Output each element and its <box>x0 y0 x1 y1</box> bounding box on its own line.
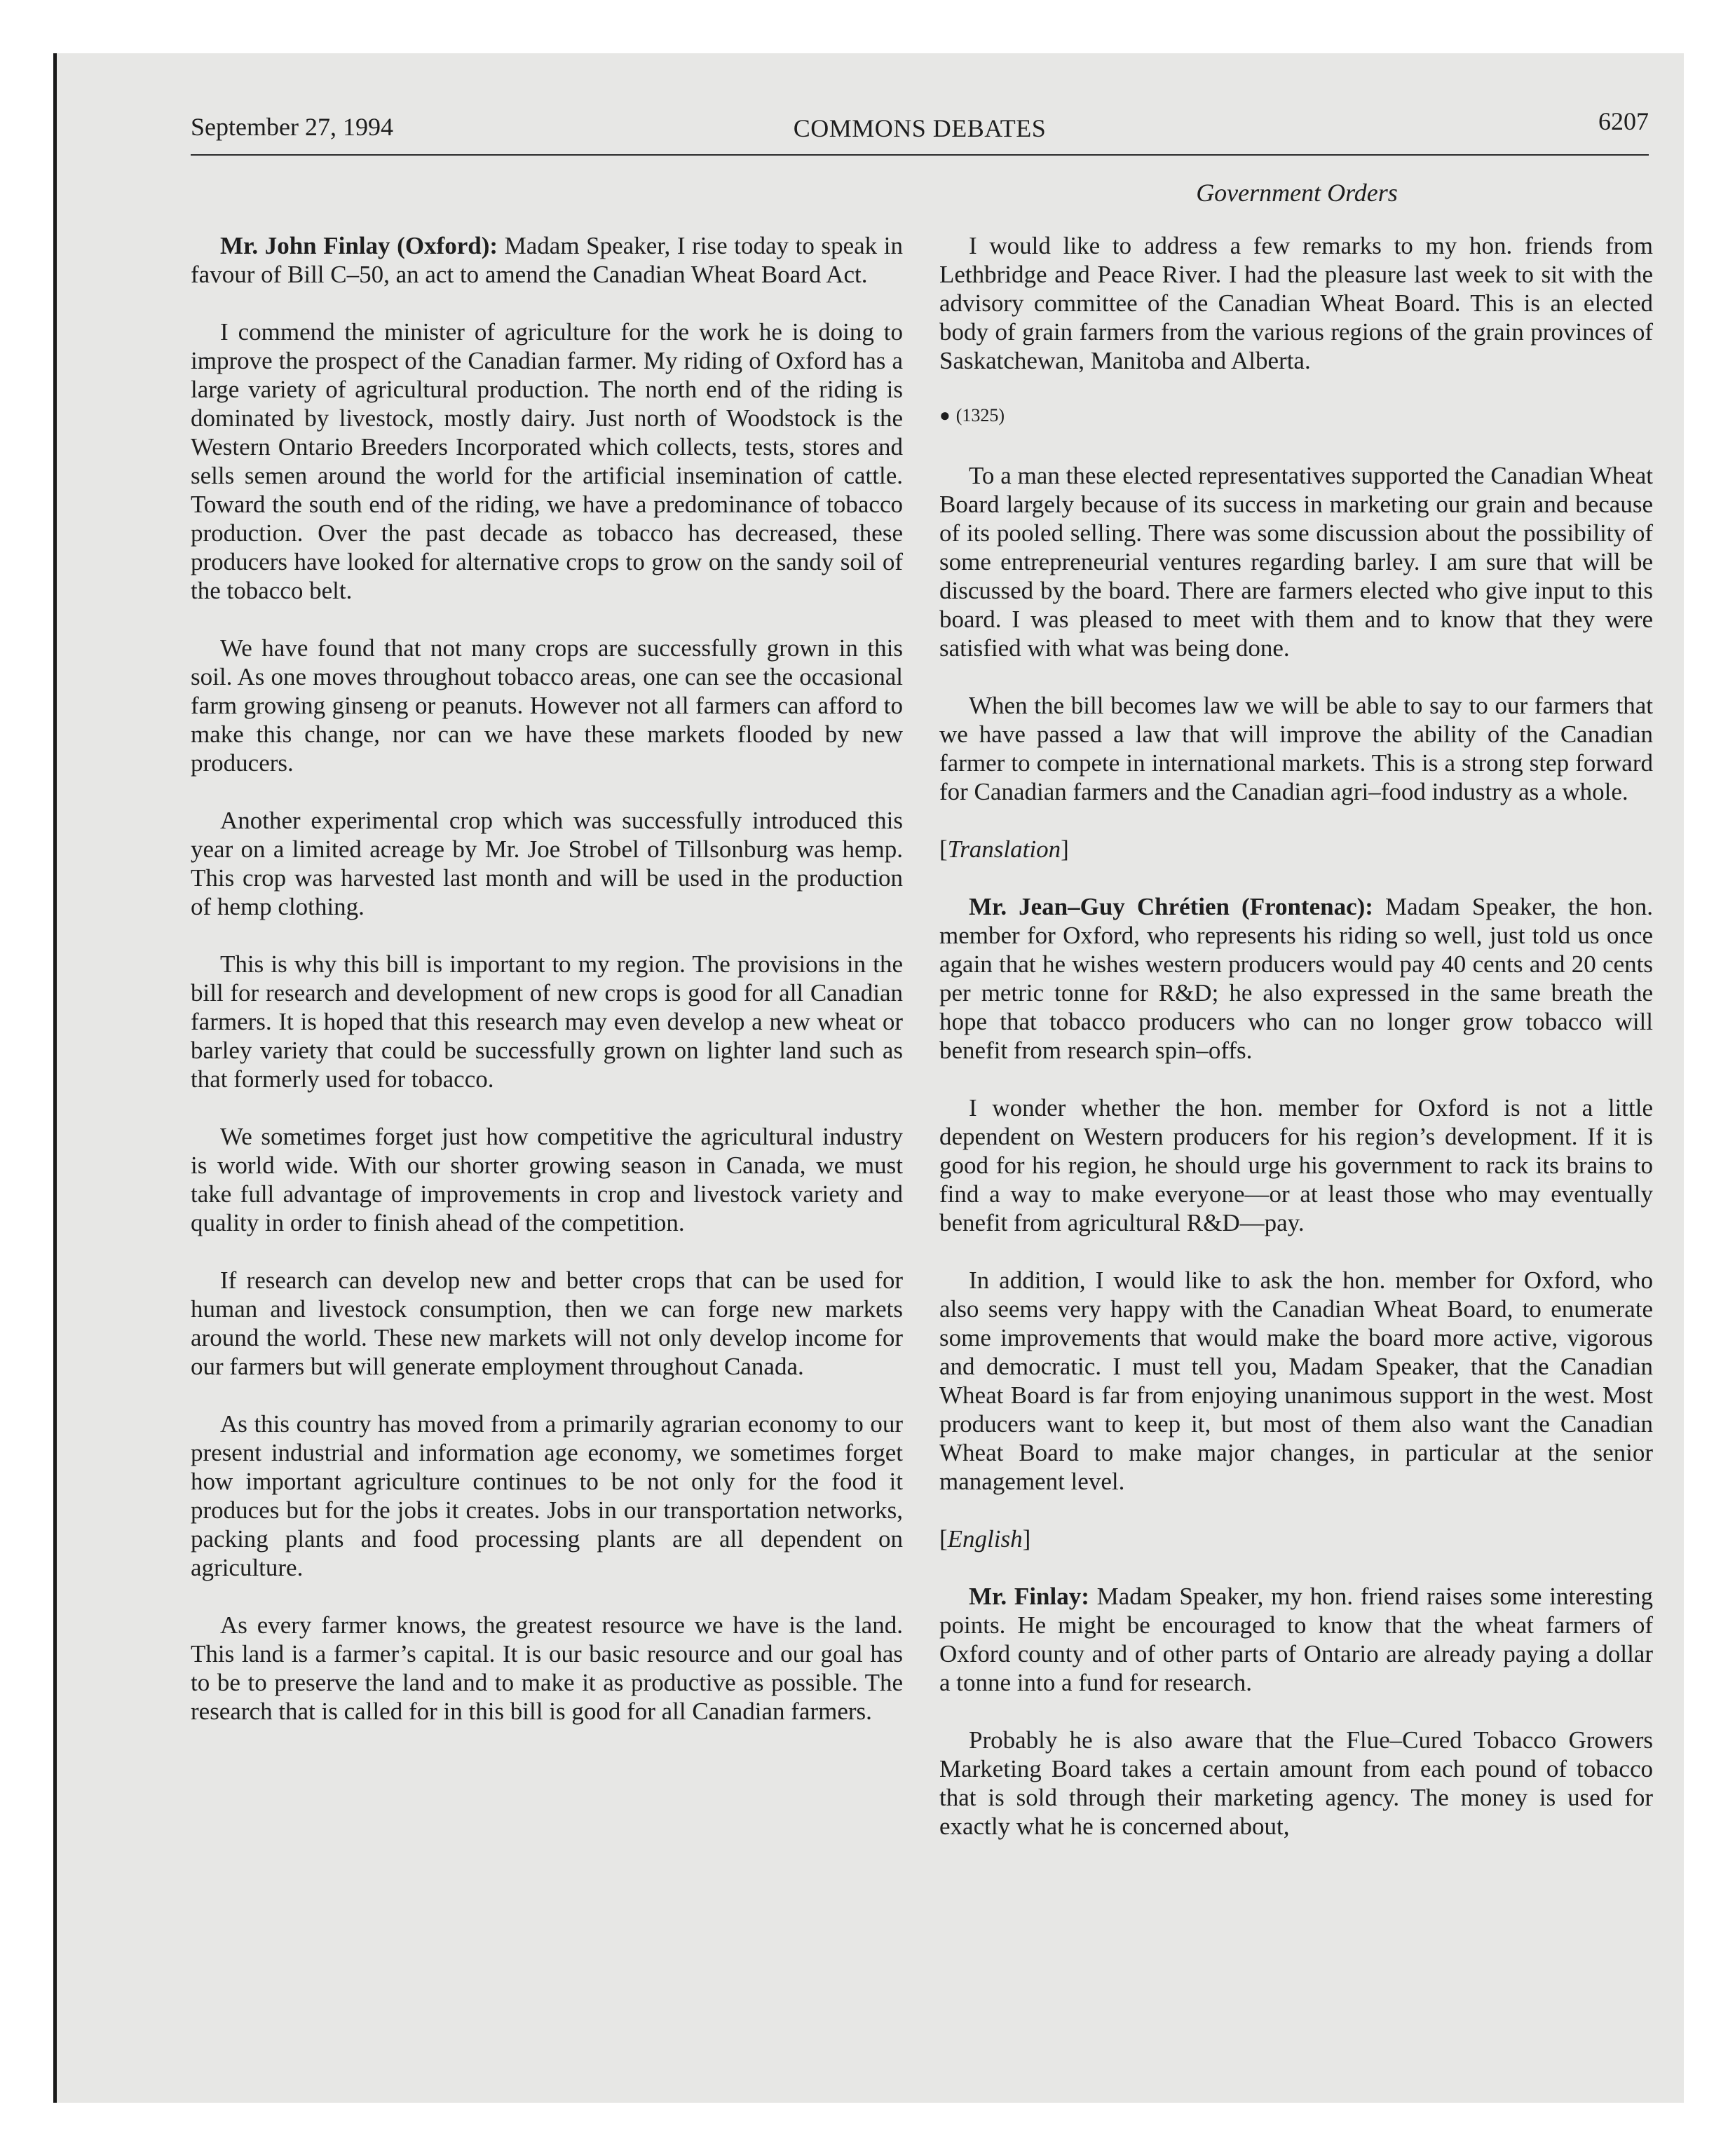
language-marker <box>939 1524 1653 1553</box>
paragraph-text: Madam Speaker, my hon. friend raises some interesting points. He might be encouraged to know that the wheat farmers of Oxford county and of other parts of Ontario are already paying a dollar a tonne into a fund for research. <box>939 1583 1653 1696</box>
header-title: COMMONS DEBATES <box>793 114 1047 142</box>
paragraph-text: Madam Speaker, I rise today to speak in favour of Bill C–50, an act to amend the Canadian Wheat Board Act. <box>191 232 903 288</box>
paragraph: Probably he is also aware that the Flue–Cured Tobacco Growers Marketing Board takes a certain amount from each pound of tobacco that is sold through their marketing agency. The money is used for exactly what he is concerned about, <box>939 1726 1653 1840</box>
page-number: 6207 <box>1598 107 1649 135</box>
language-label: Translation <box>947 835 1061 863</box>
left-column <box>191 231 903 1754</box>
paragraph: I commend the minister of agriculture for the work he is doing to improve the prospect of the Canadian farmer. My riding of Oxford has a large variety of agricultural production. The north end of the riding is dominated by livestock, mostly dairy. Just north of Woodstock is the Western Ontario Breeders Incorporated which collects, tests, stores and sells semen around the world for the artificial insemination of cattle. Toward the south end of the riding, we have a predominance of tobacco production. Over the past decade as tobacco has decreased, these producers have looked for alternative crops to grow on the sandy soil of the tobacco belt. <box>191 318 903 604</box>
paragraph: I wonder whether the hon. member for Oxford is not a little dependent on Western producers for his region’s development. If it is good for his region, he should urge his government to rack its brains to find a way to make everyone—or at least those who may eventually benefit from agricultural R&D—pay. <box>939 1094 1653 1236</box>
bracket-close: ] <box>1022 1525 1031 1553</box>
bracket-open: [ <box>939 1525 948 1553</box>
paragraph: This is why this bill is important to my region. The provisions in the bill for research and development of new crops is good for all Canadian farmers. It is hoped that this research may even develop a new wheat or barley variety that could be successfully grown on lighter land such as that formerly used for tobacco. <box>191 950 903 1093</box>
bullet-icon: ● <box>939 405 951 425</box>
paragraph: Another experimental crop which was successfully introduced this year on a limited acreage by Mr. Joe Strobel of Tillsonburg was hemp. This crop was harvested last month and will be used in the production of hemp clothing. <box>191 807 903 920</box>
paragraph: As every farmer knows, the greatest resource we have is the land. This land is a farmer’s capital. It is our basic resource and our goal has to be to preserve the land and to make it as productive as possible. The research that is called for in this bill is good for all Canadian farmers. <box>191 1611 903 1725</box>
header-date: September 27, 1994 <box>191 113 393 141</box>
right-column <box>939 231 1653 1869</box>
bracket-open: [ <box>939 835 948 863</box>
speaker-name: Mr. Jean–Guy Chrétien (Frontenac): <box>969 893 1373 920</box>
paragraph <box>939 1582 1653 1697</box>
paragraph: If research can develop new and better crops that can be used for human and livestock consumption, then we can forge new markets around the world. These new markets will not only develop income for our farmers but will generate employment throughout Canada. <box>191 1267 903 1380</box>
paragraph-text: Madam Speaker, the hon. member for Oxford, who represents his riding so well, just told us once again that he wishes western producers would pay 40 cents and 20 cents per metric tonne for R&D; he also expressed in the same breath the hope that tobacco producers who can no longer grow tobacco will benefit from research spin–offs. <box>939 893 1653 1064</box>
page-header <box>191 107 1649 156</box>
language-marker <box>939 835 1653 864</box>
paragraph <box>939 892 1653 1065</box>
paragraph: To a man these elected representatives supported the Canadian Wheat Board largely because of its success in marketing our grain and because of its pooled selling. There was some discussion about the possibility of some entrepreneurial ventures regarding barley. I am sure that will be discussed by the board. There are farmers elected who give input to this board. I was pleased to meet with them and to know that they were satisfied with what was being done. <box>939 462 1653 662</box>
paragraph: We have found that not many crops are successfully grown in this soil. As one moves throughout tobacco areas, one can see the occasional farm growing ginseng or peanuts. However not all farmers can afford to make this change, nor can we have these markets flooded by new producers. <box>191 634 903 777</box>
timestamp <box>939 404 1653 428</box>
speaker-name: Mr. John Finlay (Oxford): <box>220 232 498 259</box>
language-label: English <box>947 1525 1023 1553</box>
section-label: Government Orders <box>1196 179 1398 207</box>
speaker-name: Mr. Finlay: <box>969 1583 1089 1610</box>
paragraph: We sometimes forget just how competitive the agricultural industry is world wide. With our shorter growing season in Canada, we must take full advantage of improvements in crop and livestock variety and quality in order to finish ahead of the competition. <box>191 1123 903 1236</box>
timestamp-text: (1325) <box>955 405 1005 425</box>
paragraph: As this country has moved from a primarily agrarian economy to our present industrial and information age economy, we sometimes forget how important agriculture continues to be not only for the food it produces but for the jobs it creates. Jobs in our transportation networks, packing plants and food processing plants are all dependent on agriculture. <box>191 1410 903 1581</box>
bracket-close: ] <box>1061 835 1069 863</box>
paragraph: I would like to address a few remarks to my hon. friends from Lethbridge and Peace River. I had the pleasure last week to sit with the advisory committee of the Canadian Wheat Board. This is an elected body of grain farmers from the various regions of the grain provinces of Saskatchewan, Manitoba and Alberta. <box>939 232 1653 374</box>
paragraph <box>191 231 903 289</box>
paragraph: When the bill becomes law we will be able to say to our farmers that we have passed a law that will improve the ability of the Canadian farmer to compete in international markets. This is a strong step forward for Canadian farmers and the Canadian agri–food industry as a whole. <box>939 692 1653 805</box>
paragraph: In addition, I would like to ask the hon. member for Oxford, who also seems very happy with the Canadian Wheat Board, to enumerate some improvements that would make the board more active, vigorous and democratic. I must tell you, Madam Speaker, that the Canadian Wheat Board is far from enjoying unanimous support in the west. Most producers want to keep it, but most of them also want the Canadian Wheat Board to make major changes, in particular at the senior management level. <box>939 1267 1653 1495</box>
